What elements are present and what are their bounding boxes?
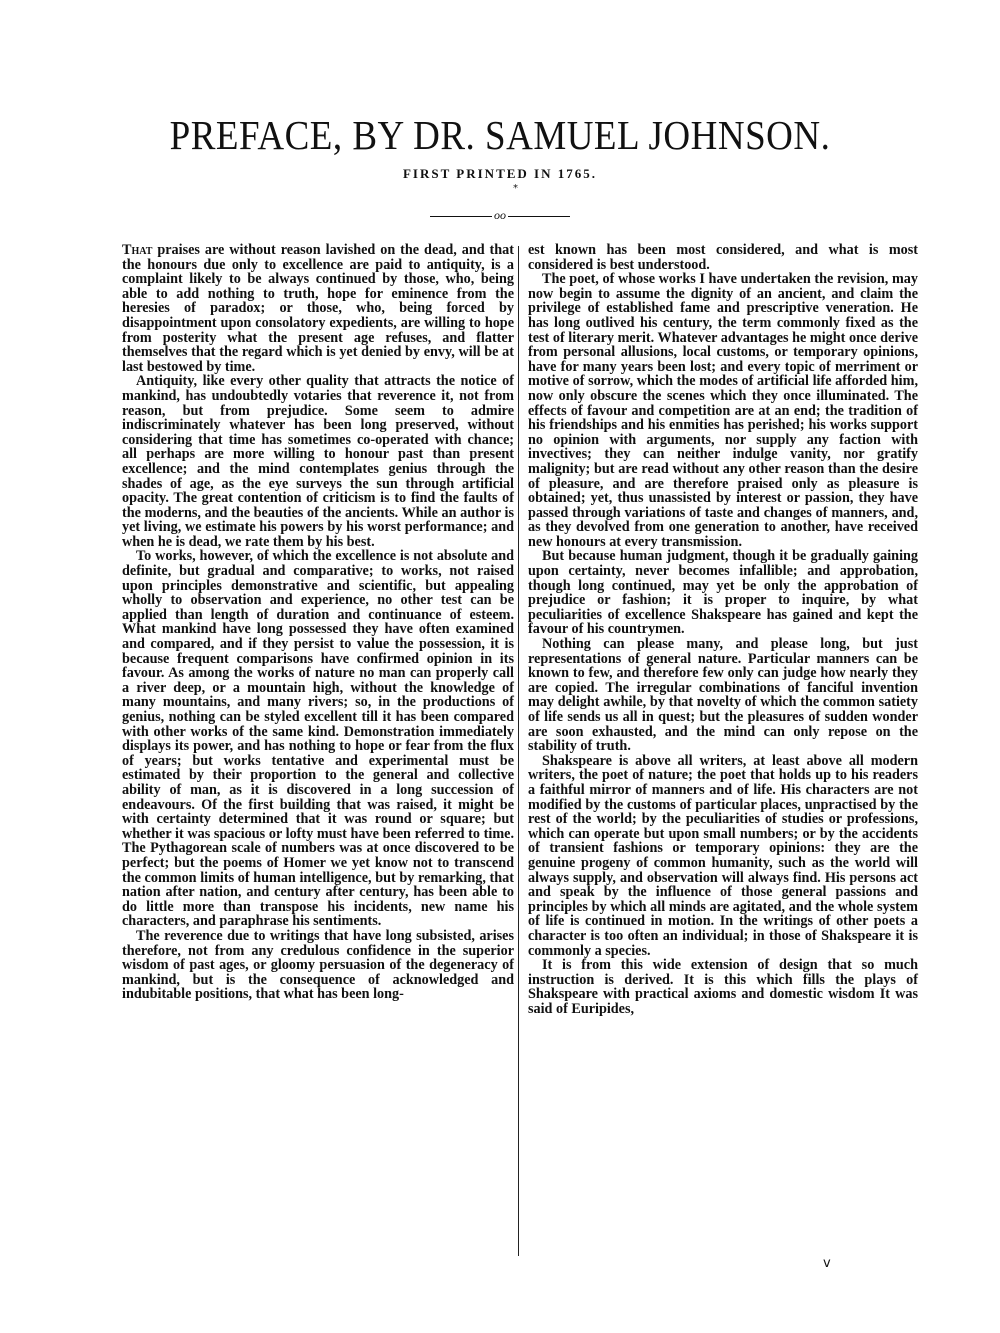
right-column [528,243,918,1253]
paragraph: It is from this wide extension of design that so much instruction is derived. It is this which fills the plays of Shakspeare with practical axioms and domestic wisdom It was said of Euripides, [528,957,918,1017]
asterisk-mark: * [513,183,518,194]
rule-text: oo [494,208,506,222]
paragraph: The poet, of whose works I have undertaken the revision, may now begin to assume the dignity of an ancient, and claim the privilege of established fame and prescriptive veneration. He has long outlived his century, the term commonly fixed as the test of literary merit. Whatever advantages he might once derive from personal allusions, local customs, or temporary opinions, have for many years been lost; and every topic of merriment or motive of sorrow, which the modes of artificial life afforded him, now only obscure the scenes which they once illuminated. The effects of favour and competition are at an end; the tradition of his friendships and his enmities has perished; his works support no opinion with arguments, nor supply any faction with invectives; they can neither indulge vanity, nor gratify malignity; but are read without any other reason than the desire of pleasure, and are therefore praised only as pleasure is obtained; yet, thus unassisted by interest or passion, they have passed through variations of taste and changes of manners, and, as they devolved from one generation to another, have received new honours at every transmission. [528,271,918,550]
rule-line-left [430,216,492,217]
column-divider [518,246,519,1256]
rule-line-right [508,216,570,217]
paragraph: Antiquity, like every other quality that attracts the notice of mankind, has undoubtedly votaries that reverence it, not from reason, but from prejudice. Some seem to admire indiscriminately whatever has been long preserved, without considering that time has sometimes co-operated with chance; all perhaps are more willing to honour past than present excellence; and the mind contemplates genius through the shades of age, as the eye surveys the sun through artificial opacity. The great contention of criticism is to find the faults of the moderns, and the beauties of the ancients. While an author is yet living, we estimate his powers by his worst performance; and when he is dead, we rate them by his best. [122,373,514,550]
paragraph: Shakspeare is above all writers, at least above all modern writers, the poet of nature; the poet that holds up to his readers a faithful mirror of manners and of life. His characters are not modified by the customs of particular places, unpractised by the rest of the world; by the peculiarities of studies or professions, which can operate but upon small numbers; or by the accidents of transient fashions or temporary opinions: they are the genuine progeny of common humanity, such as the world will always supply, and observation will always find. His persons act and speak by the influence of those general passions and principles by which all minds are agitated, and the whole system of life is continued in motion. In the writings of other poets a character is too often an individual; in those of Shakspeare it is commonly a species. [528,752,918,959]
paragraph: To works, however, of which the excellence is not absolute and definite, but gradual and comparative; to works, not raised upon principles demonstrative and scientific, but appealing wholly to observation and experience, no other test can be applied than length of duration and continuance of esteem. What mankind have long possessed they have often examined and compared, and if they persist to value the possession, it is because frequent comparisons have confirmed opinion in its favour. As among the works of nature no man can properly call a river deep, or a mountain high, without the knowledge of many mountains, and many rivers; so, in the productions of genius, nothing can be styled excellent till it has been compared with other works of the same kind. Demonstration immediately displays its power, and has nothing to hope or fear from the flux of years; but works tentative and experimental must be estimated by their proportion to the general and collective ability of man, as it is discovered in a long succession of endeavours. Of the first building that was raised, it might be with certainty determined that it was round or square; but whether it was spacious or lofty must have been referred to time. The Pythagorean scale of numbers was at once discovered to be perfect; but the poems of Homer we yet know not to transcend the common limits of human intelligence, but by remarking, that nation after nation, and century after century, has been able to do little more than transpose his incidents, new name his characters, and paraphrase his sentiments. [122,548,514,930]
paragraph: The reverence due to writings that have long subsisted, arises therefore, not from any credulous confidence in the superior wisdom of past ages, or gloomy persuasion of the degeneracy of mankind, but is the consequence of acknowledged and indubitable positions, that what has been long- [122,927,514,1003]
drop-word: That [122,242,153,258]
signature-mark: v [823,1256,831,1271]
page-title: PREFACE, BY DR. SAMUEL JOHNSON. [169,113,831,160]
paragraph-text: praises are without reason lavished on the dead, and that the honours due only to excellence are paid to antiquity, is a complaint likely to be always continued by those, who, being able to add nothing to truth, hope for eminence from the heresies of paradox; or those, who, being forced by disappointment upon consolatory expedients, are willing to hope from posterity what the present age refuses, and flatter themselves that the regard which is yet denied by envy, will be at last bestowed by time. [122,242,514,375]
paragraph [122,243,514,374]
page-subtitle: FIRST PRINTED IN 1765. [402,166,597,181]
ornamental-rule [0,208,1000,223]
left-column [122,243,514,1253]
paragraph: But because human judgment, though it be gradually gaining upon certainty, never becomes infallible; and approbation, though long continued, may yet be only the approbation of prejudice or fashion; it is proper to inquire, by what peculiarities of excellence Shakspeare has gained and kept the favour of his countrymen. [528,548,918,638]
paragraph: Nothing can please many, and please long, but just representations of general nature. Particular manners can be known to few, and therefore few only can judge how nearly they are copied. The irregular combinations of fanciful invention may delight awhile, by that novelty of which the common satiety of life sends us all in quest; but the pleasures of sudden wonder are soon exhausted, and the mind can only repose on the stability of truth. [528,636,918,755]
paragraph: est known has been most considered, and what is most considered is best understood. [528,242,918,273]
